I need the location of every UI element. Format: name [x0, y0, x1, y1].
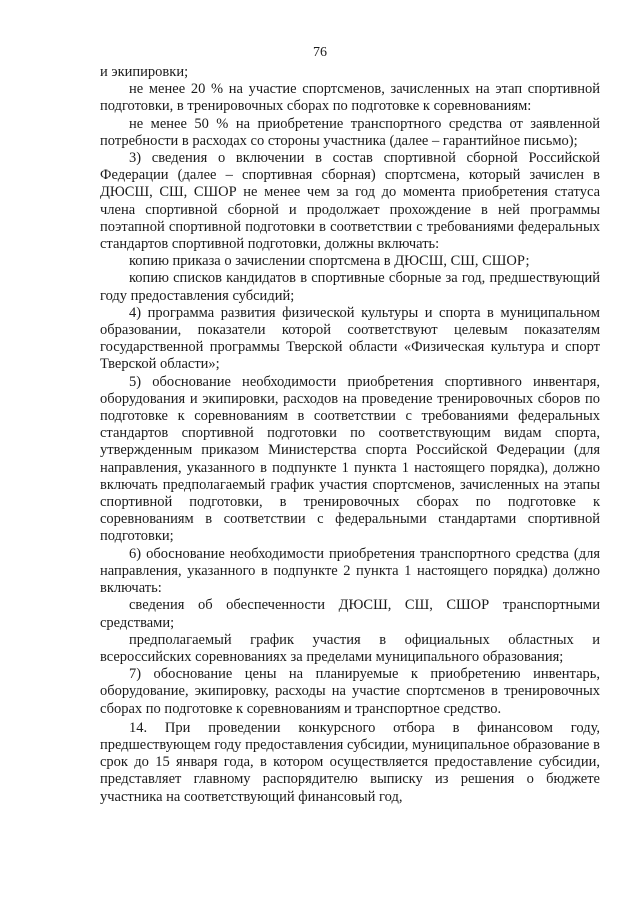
paragraph-competition-schedule: предполагаемый график участия в официальных областных и всероссийских соревнованиях за пределами муниципального образования;: [100, 631, 600, 665]
paragraph-item-14-selection: 14. При проведении конкурсного отбора в финансовом году, предшествующем году предоставления субсидии, муниципальное образование в срок до 15 января года, в котором осуществляется предоставление субсидии, представляет главному распорядителю выписку из решения о бюджете участника на соответствующий финансовый год,: [100, 719, 600, 805]
paragraph-enrollment-order: копию приказа о зачислении спортсмена в ДЮСШ, СШ, СШОР;: [129, 253, 530, 270]
paragraph-training-camps-share: не менее 20 % на участие спортсменов, зачисленных на этап спортивной подготовки, в тренировочных сборах по подготовке к соревнованиям:: [100, 81, 600, 115]
paragraph-vehicle-share: не менее 50 % на приобретение транспортного средства от заявленной потребности в расходах со стороны участника (далее – гарантийное письмо);: [100, 115, 600, 149]
paragraph-item-5-equipment-justification: 5) обоснование необходимости приобретения спортивного инвентаря, оборудования и экипировки, расходов на проведение тренировочных сборов по подготовке к соревнованиям в соответствии с требованиями федеральных стандартов спортивной подготовки по соответствующим видам спорта, утвержденным приказом Министерства спорта Российской Федерации (для направления, указанного в подпункте 1 пункта 1 настоящего порядка), должно включать предполагаемый график участия спортсменов, зачисленных на этапы спортивной подготовки, в тренировочных сборах по подготовке к соревнованиям в соответствии с федеральными стандартами спортивной подготовки;: [100, 373, 600, 545]
paragraph-item-6-vehicle-justification: 6) обоснование необходимости приобретения транспортного средства (для направления, указанного в подпункте 2 пункта 1 настоящего порядка) должно включать:: [100, 545, 600, 597]
paragraph-equipment-end: и экипировки;: [100, 64, 189, 80]
paragraph-item-3-national-team: 3) сведения о включении в состав спортивной сборной Российской Федерации (далее – спортивная сборная) спортсмена, который зачислен в ДЮСШ, СШ, СШОР не менее чем за год до момента приобретения статуса члена спортивной сборной и продолжает прохождение в ней программы поэтапной спортивной подготовки в соответствии с требованиями федеральных стандартов спортивной подготовки, должны включать:: [100, 150, 600, 253]
paragraph-candidate-lists: копию списков кандидатов в спортивные сборные за год, предшествующий году предоставления субсидий;: [100, 270, 600, 304]
page-number: 76: [313, 45, 327, 60]
paragraph-item-4-program: 4) программа развития физической культуры и спорта в муниципальном образовании, показатели которой соответствуют целевым показателям государственной программы Тверской области «Физическая культура и спорт Тверской области»;: [100, 304, 600, 373]
paragraph-vehicle-availability: сведения об обеспеченности ДЮСШ, СШ, СШОР транспортными средствами;: [100, 597, 600, 631]
document-body: [100, 64, 600, 806]
paragraph-item-7-price-justification: 7) обоснование цены на планируемые к приобретению инвентарь, оборудование, экипировку, расходы на участие спортсменов в тренировочных сборах по подготовке к соревнованиям и транспортное средство.: [100, 666, 600, 717]
